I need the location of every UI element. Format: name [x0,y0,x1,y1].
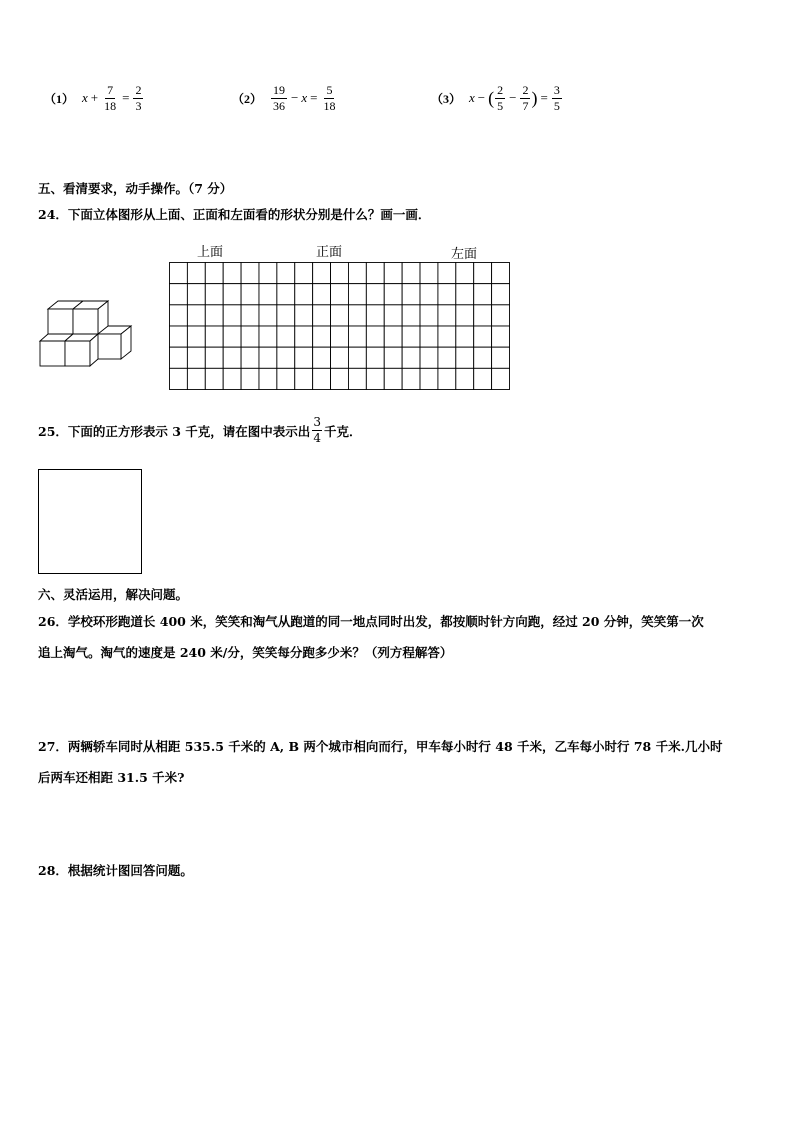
numerator: 2 [497,82,504,97]
grid-cell[interactable] [402,326,420,347]
grid-cell[interactable] [402,284,420,305]
grid-cell[interactable] [384,368,402,389]
cube-front-face [48,309,73,334]
operator: + [90,90,99,105]
grid-cell[interactable] [420,263,438,284]
left-parenthesis: ( [488,88,495,108]
equation-1 [44,78,144,118]
question-25-text [38,415,362,447]
grid-cell[interactable] [205,347,223,368]
question-24-text: 24．下面立体图形从上面、正面和左面看的形状分别是什么？画一画． [38,207,431,222]
grid-cell[interactable] [259,305,277,326]
grid-cell[interactable] [420,326,438,347]
grid-cell[interactable] [313,368,331,389]
grid-cell[interactable] [366,284,384,305]
grid-cell[interactable] [438,347,456,368]
fraction [520,84,530,113]
grid-cell[interactable] [438,263,456,284]
grid-cell[interactable] [492,326,510,347]
grid-cell[interactable] [259,263,277,284]
question-27-line-2: 后两车还相距 31.5 千米? [38,770,185,785]
numerator: 2 [135,82,142,97]
numerator: 5 [326,82,333,97]
grid-cell[interactable] [241,263,259,284]
denominator: 36 [273,98,286,113]
fraction [133,84,143,113]
grid-cell[interactable] [170,326,188,347]
grid-cell[interactable] [474,305,492,326]
grid-cell[interactable] [205,326,223,347]
grid-cell[interactable] [295,263,313,284]
grid-cell[interactable] [420,368,438,389]
fraction-three-quarters [312,416,322,445]
grid-cell[interactable] [348,263,366,284]
grid-cell[interactable] [420,347,438,368]
grid-cell[interactable] [259,326,277,347]
grid-cell[interactable] [241,305,259,326]
grid-cell[interactable] [313,263,331,284]
variable-x: x [469,90,475,105]
grid-cell[interactable] [456,347,474,368]
view-label-left: 左面 [451,247,478,262]
grid-cell[interactable] [384,305,402,326]
grid-cell[interactable] [277,326,295,347]
grid-cell[interactable] [313,305,331,326]
grid-cell[interactable] [402,368,420,389]
grid-cell[interactable] [348,347,366,368]
grid-cell[interactable] [187,347,205,368]
grid-cell[interactable] [456,326,474,347]
grid-cell[interactable] [277,368,295,389]
grid-cell[interactable] [384,284,402,305]
grid-cell[interactable] [420,305,438,326]
answer-square[interactable] [38,469,142,574]
drawing-grid[interactable] [169,262,511,392]
grid-cell[interactable] [170,368,188,389]
grid-cell[interactable] [313,284,331,305]
variable-x: x [301,90,308,105]
grid-cell[interactable] [313,347,331,368]
grid-cell[interactable] [295,368,313,389]
numerator: 3 [313,415,321,429]
grid-cell[interactable] [348,368,366,389]
grid-cell[interactable] [295,326,313,347]
grid-cell[interactable] [170,284,188,305]
equation-2 [232,78,338,118]
grid-cell[interactable] [331,263,349,284]
grid-cell[interactable] [295,347,313,368]
question-27-line-1: 27．两辆轿车同时从相距 535.5 千米的 A, B 两个城市相向而行，甲车每小时行 48 千米，乙车每小时行 78 千米.几小时 [38,739,723,754]
equation-label: （3） [431,91,462,106]
equals-sign: = [310,90,318,105]
grid-cell[interactable] [384,347,402,368]
grid-cell[interactable] [366,326,384,347]
numerator: 3 [553,82,560,97]
equals-sign: = [540,90,548,105]
grid-cell[interactable] [384,326,402,347]
operator: − [477,90,486,105]
cube-front-face [65,341,90,366]
question-26-line-1: 26．学校环形跑道长 400 米，笑笑和淘气从跑道的同一地点同时出发，都按顺时针方向跑，经过 20 分钟，笑笑第一次 [38,614,704,629]
grid-cell[interactable] [241,368,259,389]
denominator: 5 [553,98,560,113]
denominator: 18 [323,98,336,113]
grid-cell[interactable] [348,284,366,305]
grid-cell[interactable] [438,284,456,305]
grid-cell[interactable] [456,284,474,305]
equals-sign: = [122,90,130,105]
grid-cell[interactable] [402,347,420,368]
grid-cell[interactable] [366,305,384,326]
grid-cell[interactable] [456,305,474,326]
grid-cell[interactable] [205,305,223,326]
fraction [552,84,562,113]
grid-cell[interactable] [402,263,420,284]
operator: − [509,90,517,105]
denominator: 3 [135,98,142,113]
grid-cell[interactable] [348,305,366,326]
grid-cell[interactable] [474,347,492,368]
denominator: 4 [313,431,321,445]
grid-cell[interactable] [170,305,188,326]
grid-cell[interactable] [295,305,313,326]
grid-cell[interactable] [331,284,349,305]
grid-cell[interactable] [402,305,420,326]
grid-cell[interactable] [366,263,384,284]
grid-cell[interactable] [241,326,259,347]
right-parenthesis: ) [531,88,538,108]
grid-cell[interactable] [223,326,241,347]
cube-front-face [96,334,121,359]
grid-cell[interactable] [205,368,223,389]
grid-cell[interactable] [170,347,188,368]
grid-cell[interactable] [205,263,223,284]
grid-cell[interactable] [492,368,510,389]
grid-cell[interactable] [366,347,384,368]
grid-cell[interactable] [223,305,241,326]
grid-cell[interactable] [223,347,241,368]
grid-cell[interactable] [474,368,492,389]
denominator: 18 [104,98,117,113]
grid-cell[interactable] [456,368,474,389]
grid-cell[interactable] [384,263,402,284]
grid-cell[interactable] [438,368,456,389]
grid-cell[interactable] [438,326,456,347]
view-label-front: 正面 [316,245,343,260]
grid-cell[interactable] [492,284,510,305]
numerator: 2 [522,82,529,97]
grid-cell[interactable] [277,284,295,305]
grid-cell[interactable] [295,284,313,305]
grid-cell[interactable] [313,326,331,347]
grid-cell[interactable] [456,263,474,284]
grid-cell[interactable] [474,284,492,305]
grid-cell[interactable] [223,368,241,389]
equation-label: （1） [44,91,75,106]
grid-cell[interactable] [259,347,277,368]
section-6-title: 六、灵活运用，解决问题。 [38,587,189,602]
grid-cell[interactable] [492,305,510,326]
grid-cell[interactable] [366,368,384,389]
variable-x: x [82,90,88,105]
equation-label: （2） [232,91,263,106]
question-26-line-2: 追上淘气。淘气的速度是 240 米/分，笑笑每分跑多少米？（列方程解答） [38,645,453,660]
grid-cell[interactable] [259,284,277,305]
fraction [495,84,505,113]
grid-cell[interactable] [170,263,188,284]
grid-cell[interactable] [187,263,205,284]
question-28-text: 28．根据统计图回答问题。 [38,863,193,878]
grid-cell[interactable] [241,284,259,305]
grid-cell[interactable] [348,326,366,347]
grid-cell[interactable] [438,305,456,326]
grid-cell[interactable] [187,305,205,326]
grid-cell[interactable] [331,326,349,347]
grid-cell[interactable] [223,263,241,284]
grid-cell[interactable] [492,347,510,368]
grid-cell[interactable] [474,326,492,347]
denominator: 5 [497,98,504,113]
grid-cell[interactable] [277,347,295,368]
grid-cell[interactable] [331,347,349,368]
grid-cell[interactable] [331,368,349,389]
cube-front-face [40,341,65,366]
grid-cell[interactable] [223,284,241,305]
question-25-prefix: 25．下面的正方形表示 3 千克，请在图中表示出 [38,424,311,439]
denominator: 7 [522,98,529,113]
grid-cell[interactable] [187,326,205,347]
fraction [271,84,287,113]
grid-cell[interactable] [474,263,492,284]
question-25-suffix: 千克． [323,424,362,439]
fraction [102,84,118,113]
numerator: 7 [107,82,114,97]
section-5-title: 五、看清要求，动手操作。（7 分） [38,181,233,196]
grid-cell[interactable] [492,263,510,284]
cube-front-face [73,309,98,334]
numerator: 19 [273,82,286,97]
operator: − [291,90,299,105]
grid-cell[interactable] [259,368,277,389]
equation-3 [431,78,563,118]
grid-cell[interactable] [205,284,223,305]
grid-cell[interactable] [187,368,205,389]
grid-cell[interactable] [420,284,438,305]
grid-cell[interactable] [277,305,295,326]
grid-cell[interactable] [277,263,295,284]
grid-cell[interactable] [241,347,259,368]
cube-stack-figure [36,297,136,367]
view-label-top: 上面 [197,245,224,260]
grid-cell[interactable] [331,305,349,326]
fraction [321,84,337,113]
grid-cell[interactable] [187,284,205,305]
